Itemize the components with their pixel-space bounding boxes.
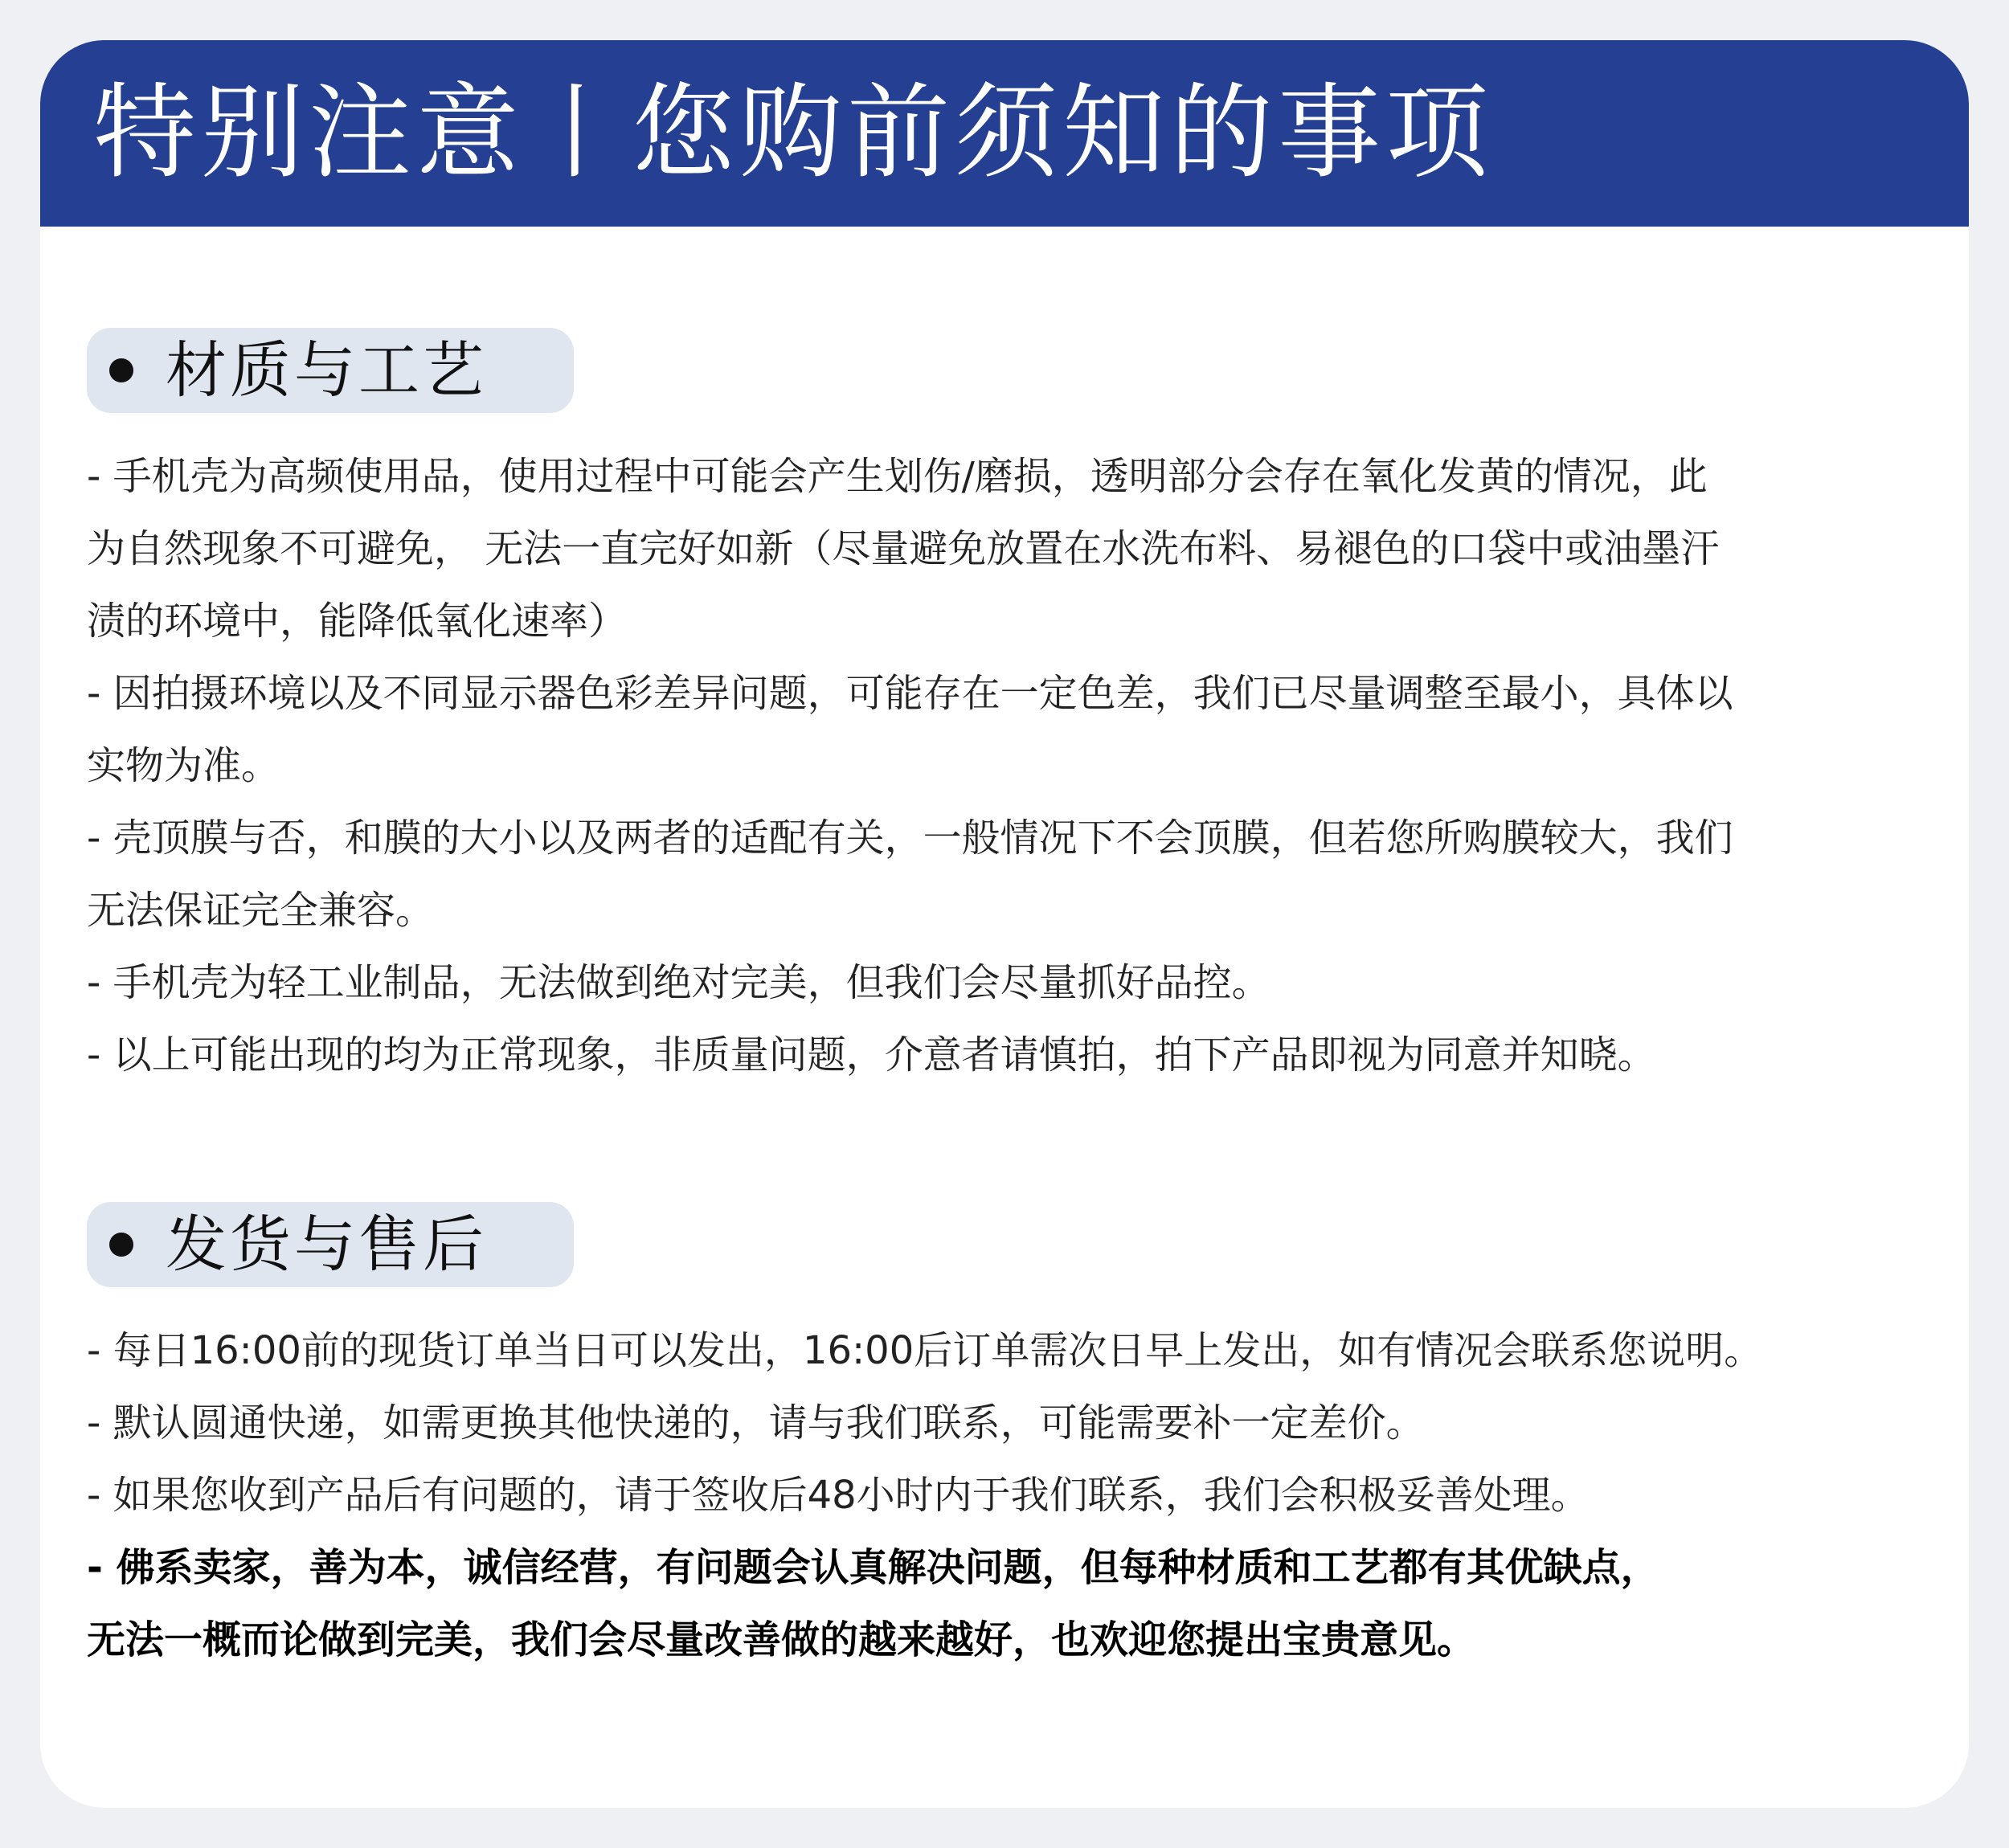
- bullet-dot-icon: [109, 358, 133, 382]
- section-heading: 材质与工艺: [166, 334, 487, 406]
- section-shipping: [87, 1202, 1935, 1676]
- text-line: 无法保证完全兼容。: [87, 888, 435, 933]
- text-line: 实物为准。: [87, 743, 280, 788]
- header-banner: [40, 40, 1969, 227]
- bullet-dot-icon: [109, 1233, 133, 1257]
- bold-text-line: - 佛系卖家，善为本，诚信经营，有问题会认真解决问题，但每种材质和工艺都有其优缺点，: [87, 1545, 1659, 1590]
- bold-text-line: 无法一概而论做到完美，我们会尽量改善做的越来越好，也欢迎您提出宝贵意见。: [87, 1617, 1476, 1662]
- text-line: - 如果您收到产品后有问题的，请于签收后48小时内于我们联系，我们会积极妥善处理。: [87, 1473, 1590, 1518]
- text-line: - 以上可能出现的均为正常现象，非质量问题，介意者请慎拍，拍下产品即视为同意并知晓。: [87, 1032, 1656, 1077]
- text-line: - 手机壳为高频使用品，使用过程中可能会产生划伤/磨损，透明部分会存在氧化发黄的情况，此: [87, 454, 1708, 499]
- section-heading-pill: [87, 1202, 574, 1287]
- section-body: [87, 1314, 1935, 1676]
- section-body: [87, 440, 1935, 1091]
- section-material: [87, 328, 1935, 1091]
- text-line: - 手机壳为轻工业制品，无法做到绝对完美，但我们会尽量抓好品控。: [87, 960, 1270, 1005]
- page-title: 特别注意丨您购前须知的事项: [93, 73, 1494, 193]
- notice-card: [40, 40, 1969, 1808]
- text-line: - 壳顶膜与否，和膜的大小以及两者的适配有关，一般情况下不会顶膜，但若您所购膜较大，我们: [87, 816, 1733, 861]
- text-line: 渍的环境中，能降低氧化速率）: [87, 599, 628, 644]
- text-line: 为自然现象不可避免， 无法一直完好如新（尽量避免放置在水洗布料、易褪色的口袋中或油墨汗: [87, 526, 1720, 571]
- section-heading-pill: [87, 328, 574, 413]
- text-line: - 因拍摄环境以及不同显示器色彩差异问题，可能存在一定色差，我们已尽量调整至最小，具体以: [87, 671, 1733, 716]
- text-line: - 每日16:00前的现货订单当日可以发出，16:00后订单需次日早上发出，如有情况会联系您说明。: [87, 1328, 1763, 1373]
- section-heading: 发货与售后: [166, 1208, 487, 1280]
- text-line: - 默认圆通快递，如需更换其他快递的，请与我们联系，可能需要补一定差价。: [87, 1400, 1425, 1445]
